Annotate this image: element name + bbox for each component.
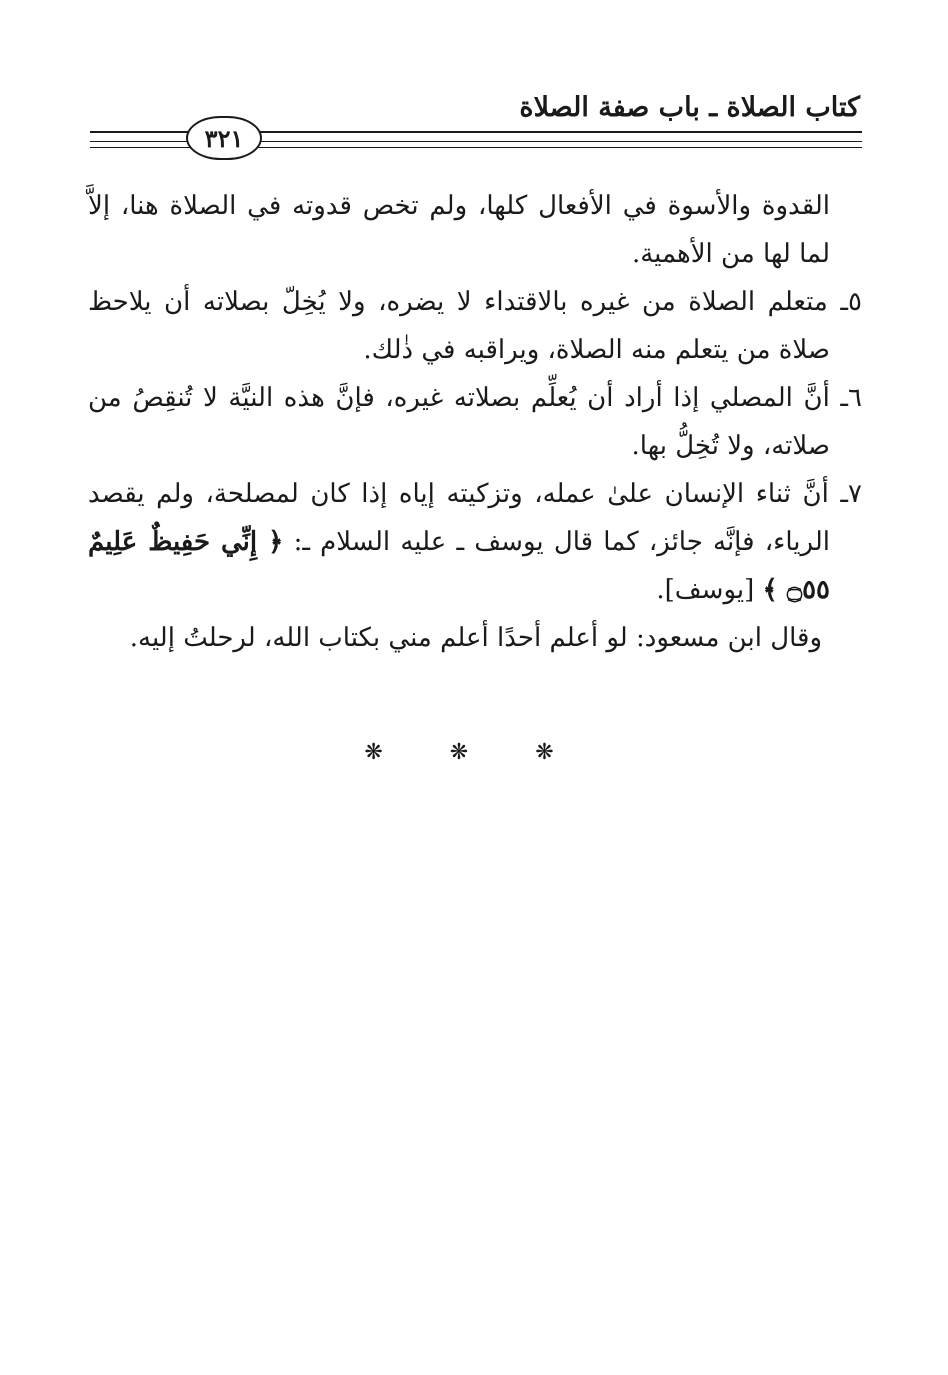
- list-item-5: ٥ـ متعلم الصلاة من غيره بالاقتداء لا يضره، ولا يُخِلّ بصلاته أن يلاحظ صلاة من يتعلم منه الصلاة، ويراقبه في ذٰلك.: [88, 287, 862, 365]
- quran-quote: ﴿ إِنِّي حَفِيظٌ عَلِيمٌ ۝٥٥ ﴾: [88, 527, 830, 605]
- section-separator: ❋ ❋ ❋: [364, 740, 584, 765]
- list-item-7-text: ٧ـ أنَّ ثناء الإنسان علىٰ عمله، وتزكيته إياه إذا كان لمصلحة، ولم يقصد الرياء، فإنَّه جائز، كما قال يوسف ـ عليه السلام ـ:: [88, 479, 862, 557]
- page-body: [88, 182, 862, 662]
- list-item-6: ٦ـ أنَّ المصلي إذا أراد أن يُعلِّم بصلاته غيره، فإنَّ هذه النيَّة لا تُنقِصُ من صلاته، ولا تُخِلُّ بها.: [88, 383, 862, 461]
- closing-paragraph: وقال ابن مسعود: لو أعلم أحدًا أعلم مني بكتاب الله، لرحلتُ إليه.: [129, 623, 822, 653]
- page-number: ٣٢١: [186, 116, 262, 160]
- list-item-7: [88, 470, 862, 614]
- paragraph-intro: القدوة والأسوة في الأفعال كلها، ولم تخص قدوته في الصلاة هنا، إلاَّ لما لها من الأهمية.: [88, 191, 830, 269]
- quran-reference: [يوسف].: [656, 575, 755, 605]
- running-header: كتاب الصلاة ـ باب صفة الصلاة: [519, 92, 860, 123]
